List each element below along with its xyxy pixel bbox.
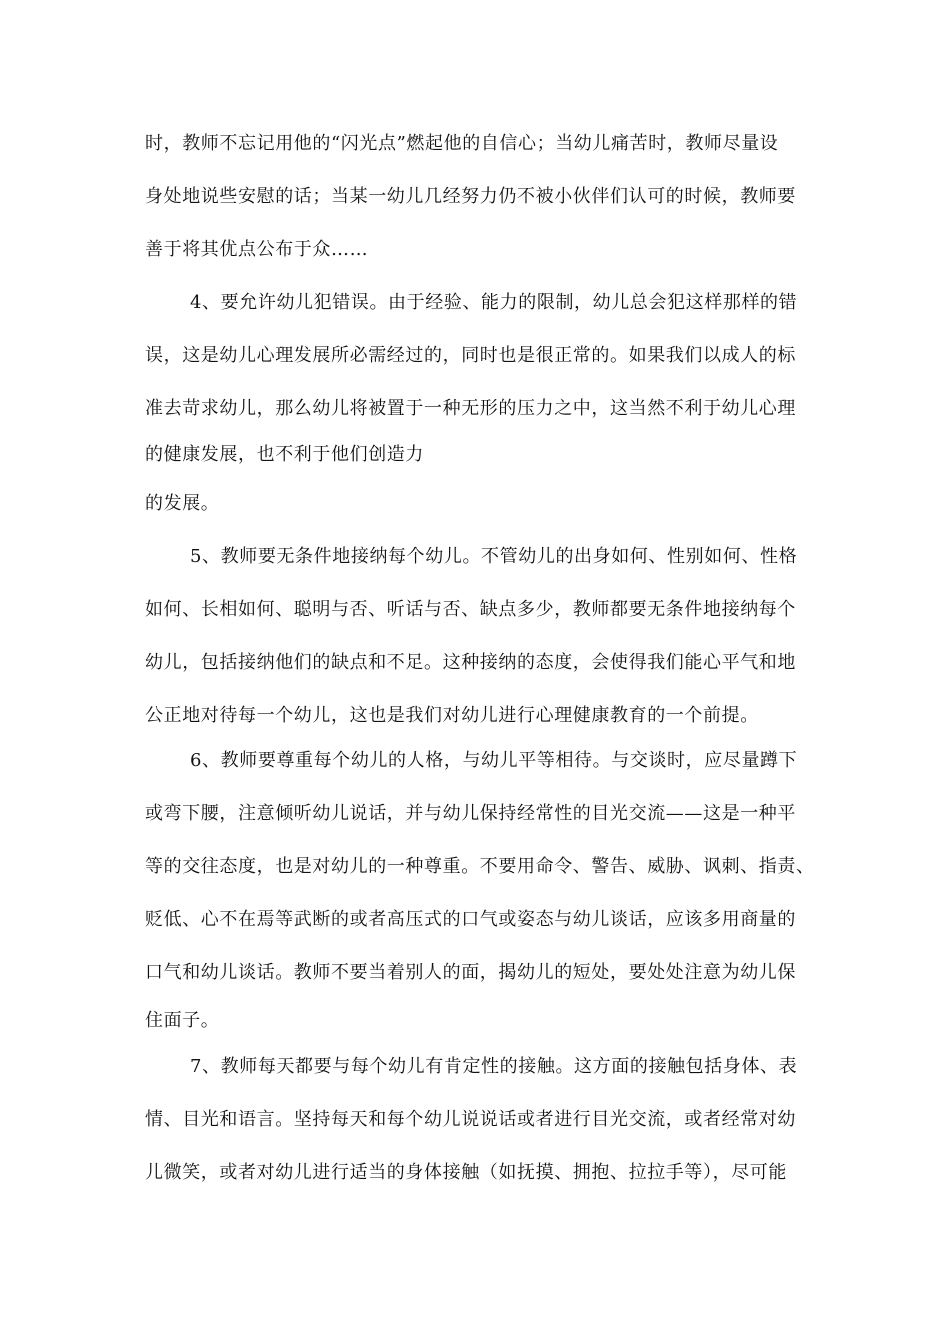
paragraph-4-first-line: 4、要允许幼儿犯错误。由于经验、能力的限制，幼儿总会犯这样那样的错	[190, 292, 798, 313]
text-line: 误，这是幼儿心理发展所必需经过的，同时也是很正常的。如果我们以成人的标	[145, 345, 796, 366]
paragraph-7-first-line: 7、教师每天都要与每个幼儿有肯定性的接触。这方面的接触包括身体、表	[190, 1056, 798, 1077]
text-line: 善于将其优点公布于众……	[145, 239, 369, 260]
text-line: 幼儿，包括接纳他们的缺点和不足。这种接纳的态度，会使得我们能心平气和地	[145, 652, 796, 673]
text-line: 或弯下腰，注意倾听幼儿说话，并与幼儿保持经常性的目光交流——这是一种平	[145, 803, 796, 824]
text-line: 的发展。	[145, 493, 220, 514]
text-line: 公正地对待每一个幼儿，这也是我们对幼儿进行心理健康教育的一个前提。	[145, 705, 759, 726]
paragraph-5-first-line: 5、教师要无条件地接纳每个幼儿。不管幼儿的出身如何、性别如何、性格	[190, 546, 798, 567]
text-line: 的健康发展，也不利于他们创造力	[145, 444, 424, 465]
text-line: 贬低、心不在焉等武断的或者高压式的口气或姿态与幼儿谈话，应该多用商量的	[145, 909, 796, 930]
text-line: 等的交往态度，也是对幼儿的一种尊重。不要用命令、警告、威胁、讽刺、指责、	[145, 856, 815, 877]
text-line: 身处地说些安慰的话；当某一幼儿几经努力仍不被小伙伴们认可的时候，教师要	[145, 186, 796, 207]
text-line: 准去苛求幼儿，那么幼儿将被置于一种无形的压力之中，这当然不利于幼儿心理	[145, 398, 796, 419]
text-line: 时，教师不忘记用他的“闪光点”燃起他的自信心；当幼儿痛苦时，教师尽量设	[145, 133, 779, 154]
text-line: 儿微笑，或者对幼儿进行适当的身体接触（如抚摸、拥抱、拉拉手等），尽可能	[145, 1162, 787, 1183]
paragraph-6-first-line: 6、教师要尊重每个幼儿的人格，与幼儿平等相待。与交谈时，应尽量蹲下	[190, 750, 798, 771]
text-line: 情、目光和语言。坚持每天和每个幼儿说说话或者进行目光交流，或者经常对幼	[145, 1109, 796, 1130]
text-line: 如何、长相如何、聪明与否、听话与否、缺点多少，教师都要无条件地接纳每个	[145, 599, 796, 620]
text-line: 住面子。	[145, 1010, 220, 1031]
text-line: 口气和幼儿谈话。教师不要当着别人的面，揭幼儿的短处，要处处注意为幼儿保	[145, 962, 796, 983]
